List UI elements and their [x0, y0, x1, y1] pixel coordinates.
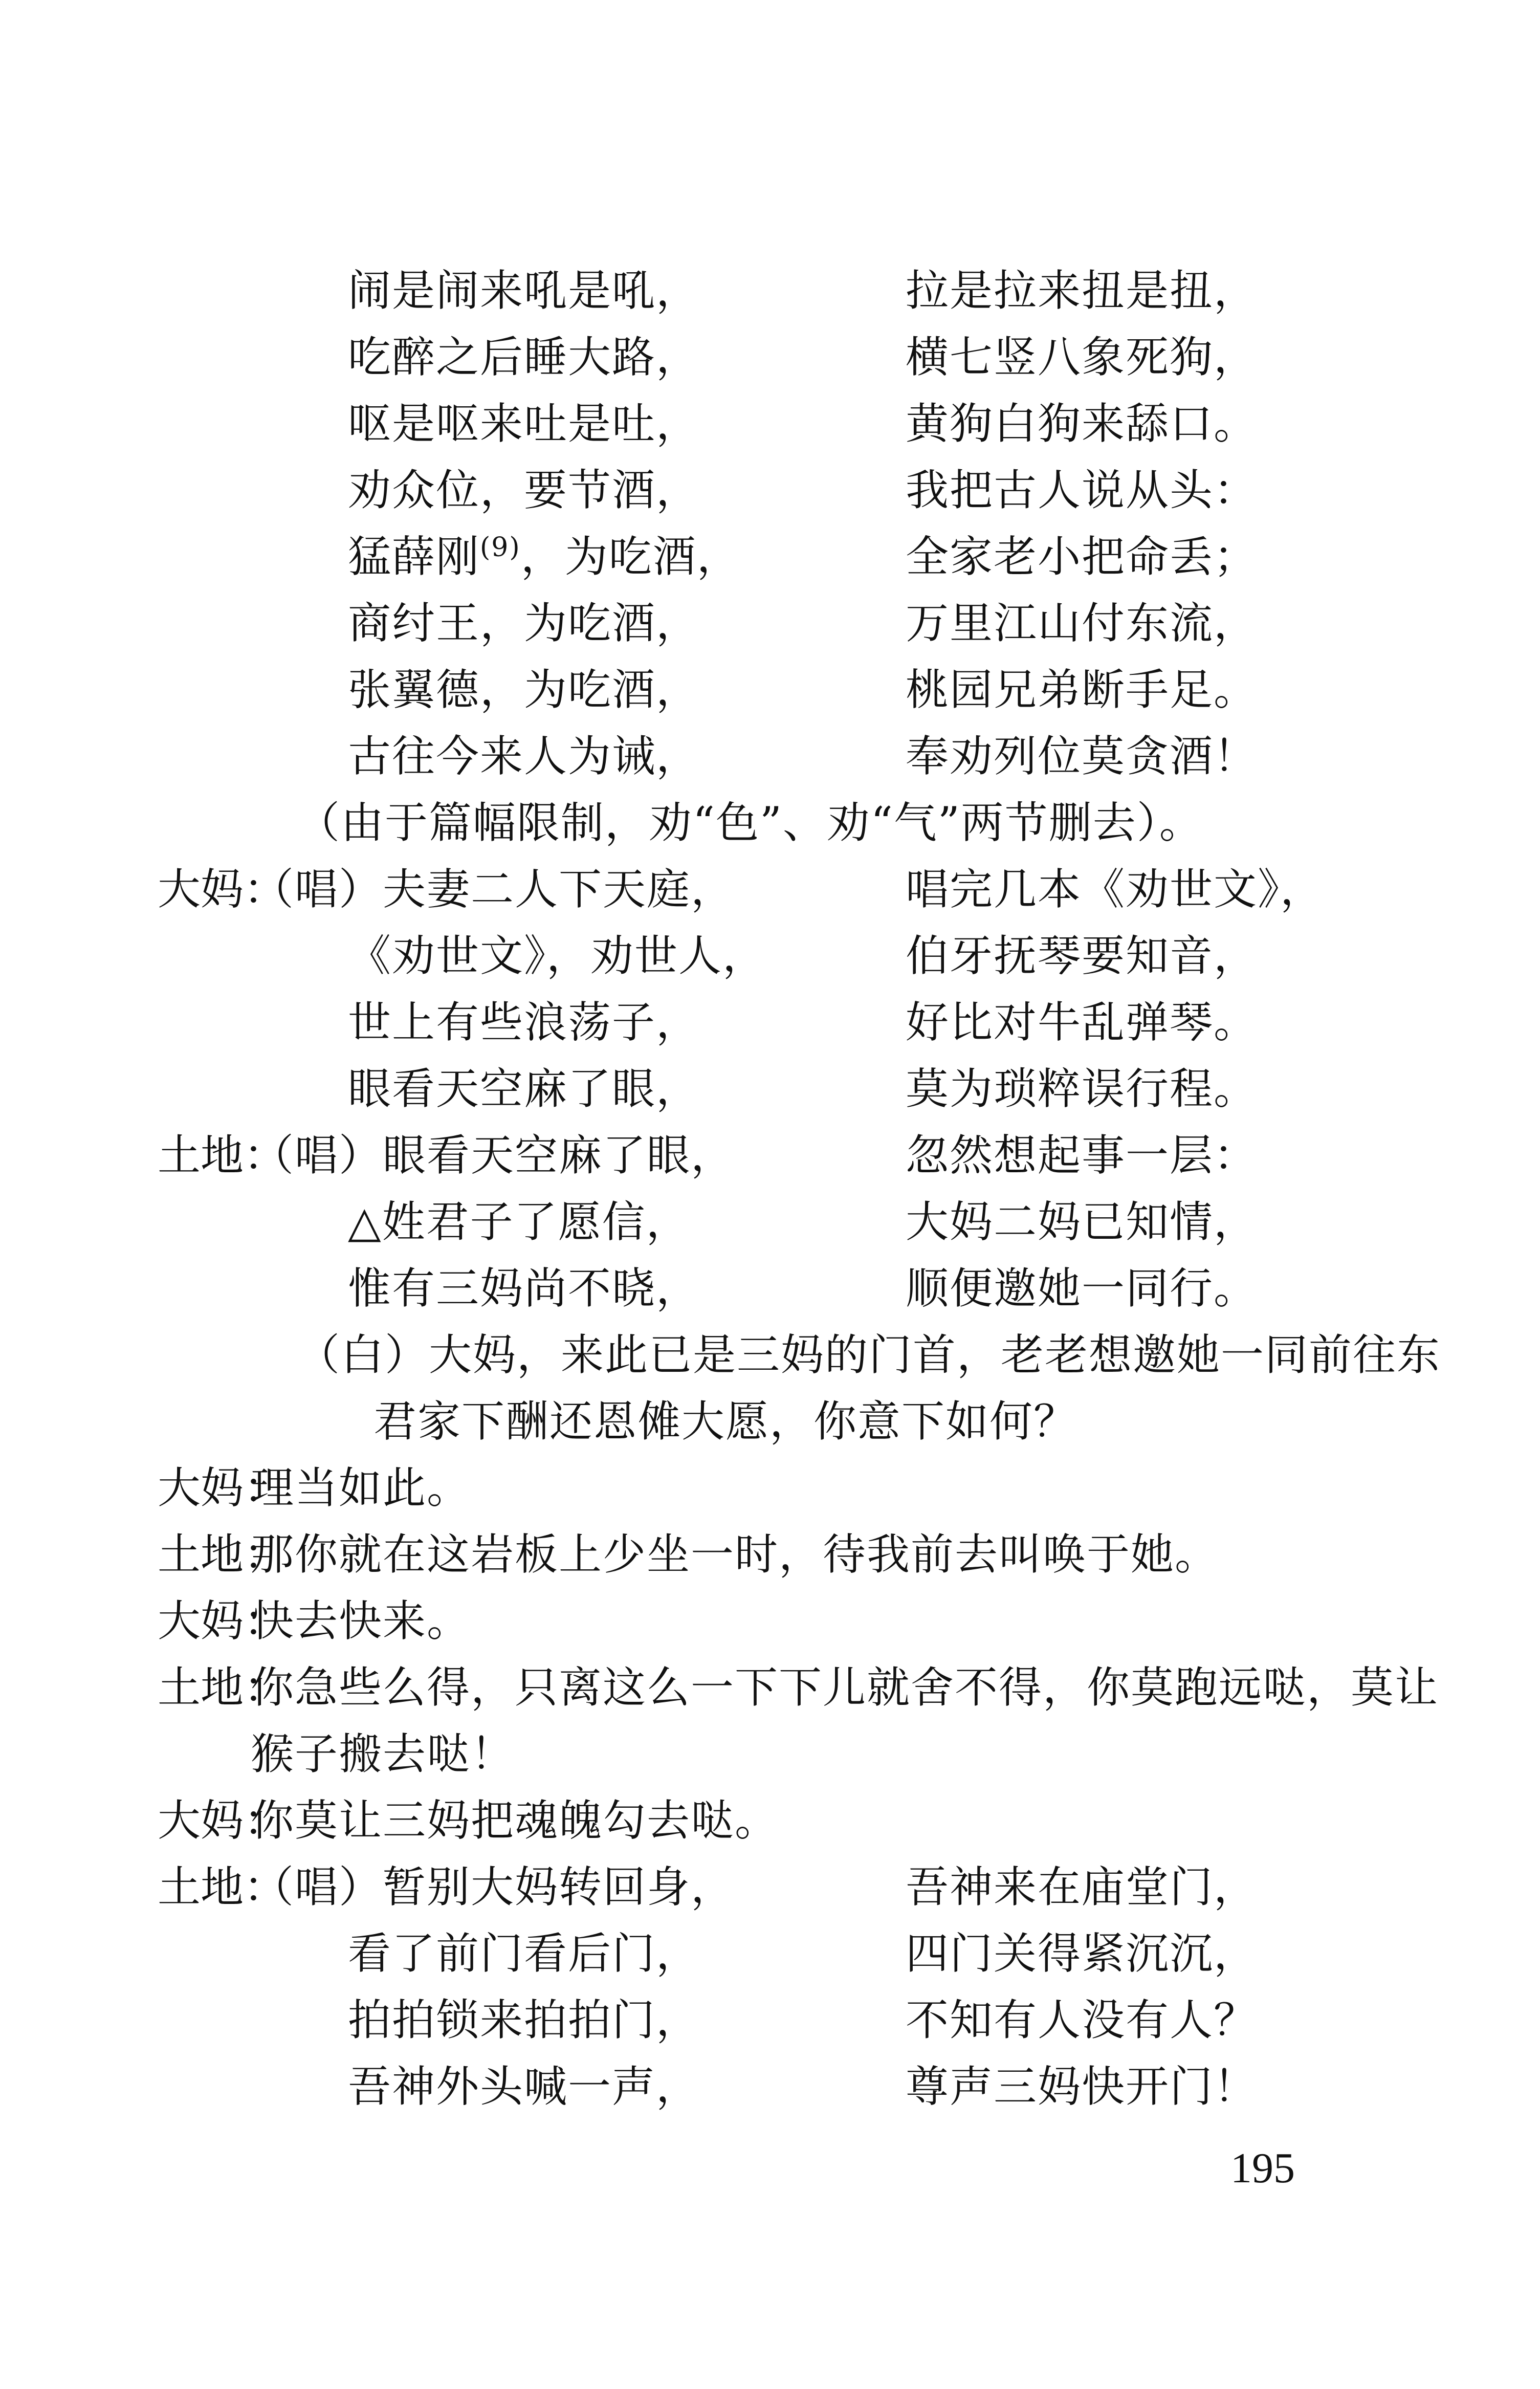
- verse-line: 呕是呕来吐是吐，: [348, 399, 700, 449]
- dialogue-text: 猴子搬去哒！: [251, 1729, 515, 1779]
- verse-line: 商纣王，为吃酒，: [348, 598, 700, 648]
- verse-line: （唱）夫妻二人下天庭，: [251, 864, 735, 914]
- dialogue-text: 那你就在这岩板上少坐一时，待我前去叫唤于她。: [251, 1529, 1219, 1580]
- spoken-line: （白）大妈，来此已是三妈的门首，老老想邀她一同前往东: [297, 1330, 1441, 1380]
- verse-line: 世上有些浪荡子，: [348, 997, 700, 1047]
- verse-text: 猛薛刚: [348, 532, 480, 582]
- stage-note: （由于篇幅限制，劝“色”、劝“气”两节删去）。: [297, 798, 1203, 848]
- verse-line: 四门关得紧沉沉，: [906, 1928, 1258, 1979]
- speaker-label: 大妈：: [158, 864, 287, 914]
- verse-line: 好比对牛乱弹琴。: [906, 997, 1258, 1047]
- verse-line: （唱）暂别大妈转回身，: [251, 1862, 735, 1912]
- verse-line: 伯牙抚琴要知音，: [906, 931, 1258, 981]
- speaker-label: 大妈：: [158, 1463, 287, 1513]
- verse-line: [348, 532, 741, 581]
- verse-line: 张翼德，为吃酒，: [348, 665, 700, 715]
- dialogue-text: 你急些么得，只离这么一下下儿就舍不得，你莫跑远哒，莫让: [251, 1662, 1439, 1713]
- verse-line: 莫为琐粹误行程。: [906, 1064, 1258, 1114]
- verse-line: 万里江山付东流，: [906, 598, 1258, 648]
- verse-line: 闹是闹来吼是吼，: [348, 266, 700, 316]
- verse-line: 顺便邀她一同行。: [906, 1263, 1258, 1313]
- speaker-label: 土地：: [158, 1862, 287, 1912]
- verse-line: 吃醉之后睡大路，: [348, 332, 700, 382]
- dialogue-text: 你莫让三妈把魂魄勾去哒。: [251, 1795, 779, 1846]
- verse-line: （唱）眼看天空麻了眼，: [251, 1130, 735, 1180]
- verse-line: 不知有人没有人？: [906, 1995, 1258, 2045]
- speaker-label: 土地：: [158, 1130, 287, 1180]
- spoken-line: 君家下酬还恩傩大愿，你意下如何？: [373, 1396, 1078, 1446]
- verse-line: 吾神外头喊一声，: [348, 2062, 700, 2112]
- dialogue-text: 理当如此。: [251, 1463, 471, 1513]
- verse-line: 吾神来在庙堂门，: [906, 1862, 1258, 1912]
- verse-text: ，为吃酒，: [520, 532, 741, 582]
- speaker-label: 土地：: [158, 1529, 287, 1580]
- verse-line: 惟有三妈尚不晓，: [348, 1263, 700, 1313]
- verse-line: 《劝世文》，劝世人，: [348, 931, 767, 981]
- verse-line: 看了前门看后门，: [348, 1928, 700, 1979]
- footnote-ref: (9): [480, 532, 521, 563]
- verse-line: 忽然想起事一层：: [906, 1130, 1258, 1180]
- verse-line: 拍拍锁来拍拍门，: [348, 1995, 700, 2045]
- verse-line: 尊声三妈快开门！: [906, 2062, 1258, 2112]
- verse-line: 横七竖八象死狗，: [906, 332, 1258, 382]
- verse-line: △姓君子了愿信，: [348, 1197, 690, 1247]
- verse-line: 黄狗白狗来舔口。: [906, 399, 1258, 449]
- verse-line: 奉劝列位莫贪酒！: [906, 731, 1258, 781]
- dialogue-text: 快去快来。: [251, 1596, 471, 1646]
- verse-line: 桃园兄弟断手足。: [906, 665, 1258, 715]
- verse-line: 劝众位，要节酒，: [348, 465, 700, 515]
- verse-line: 我把古人说从头：: [906, 465, 1258, 515]
- speaker-label: 大妈：: [158, 1795, 287, 1846]
- verse-line: 唱完几本《劝世文》，: [906, 864, 1325, 914]
- verse-line: 眼看天空麻了眼，: [348, 1064, 700, 1114]
- verse-line: 古往今来人为诫，: [348, 731, 700, 781]
- verse-line: 全家老小把命丢；: [906, 532, 1258, 582]
- speaker-label: 大妈：: [158, 1596, 287, 1646]
- verse-line: 大妈二妈已知情，: [906, 1197, 1258, 1247]
- page-number: 195: [1230, 2144, 1295, 2192]
- verse-line: 拉是拉来扭是扭，: [906, 266, 1258, 316]
- speaker-label: 土地：: [158, 1662, 287, 1713]
